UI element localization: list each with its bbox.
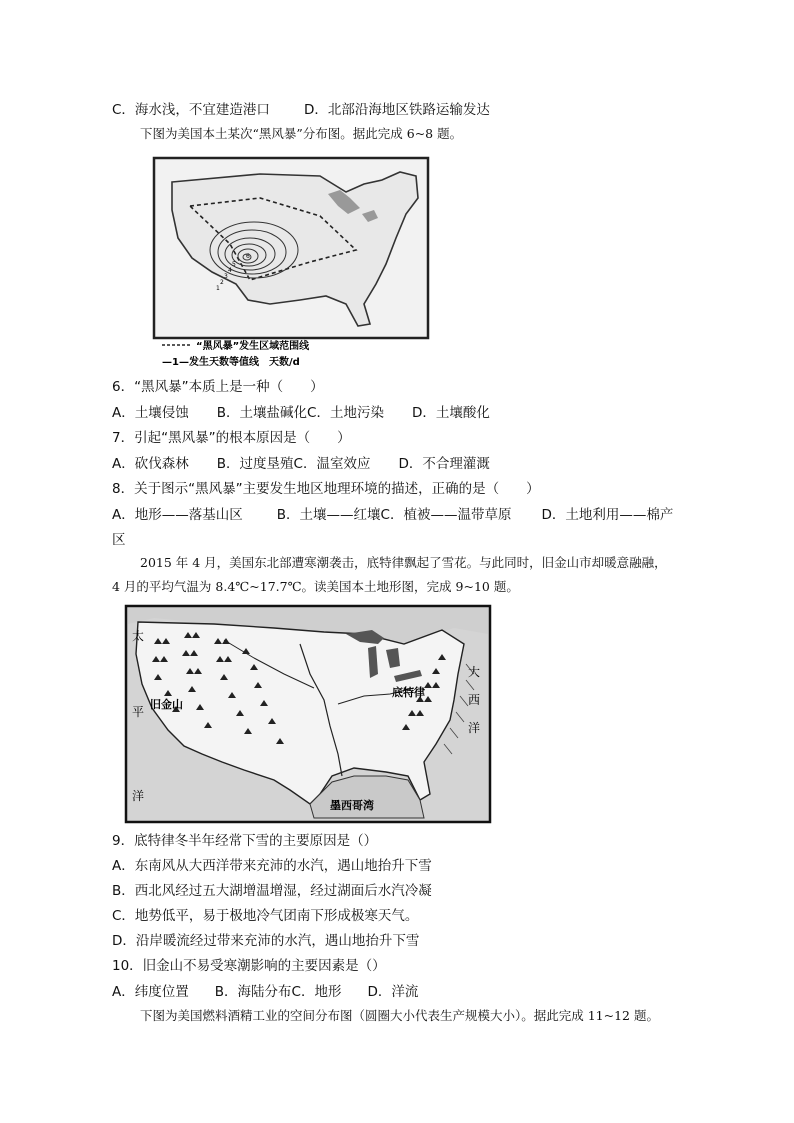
q10-option-a: A．纬度位置: [112, 984, 189, 1000]
q9-option-c: C．地势低平，易于极地冷气团南下形成极寒天气。: [112, 908, 419, 924]
q7-option-b: B．过度垦殖: [216, 456, 294, 472]
contour-label-5: 5: [232, 261, 236, 268]
blackstorm-map-svg: [150, 154, 432, 374]
label-pacific-1: 太: [132, 629, 145, 643]
q7-options: [112, 455, 490, 473]
q9-option-a: A．东南风从大西洋带来充沛的水汽，遇山地抬升下雪: [112, 858, 432, 874]
intro-coldwave-line2: 4 月的平均气温为 8.4℃~17.7℃。读美国本土地形图，完成 9~10 题。: [112, 579, 519, 594]
q5-option-d: D．北部沿海地区铁路运输发达: [303, 102, 490, 118]
label-gulf-of-mexico: 墨西哥湾: [330, 799, 374, 812]
intro-fuel-ethanol: 下图为美国燃料酒精工业的空间分布图（圆圈大小代表生产规模大小）。据此完成 11~12 题。: [140, 1008, 659, 1023]
q9-option-b: B．西北风经过五大湖增温增湿，经过湖面后水汽冷凝: [112, 883, 432, 899]
q8-option-b: B．土壤——红壤: [276, 507, 381, 523]
q10-stem: 10．旧金山不易受寒潮影响的主要因素是（）: [112, 958, 386, 974]
q8-option-d: D．土地利用——棉产: [541, 507, 674, 523]
q6-options: [112, 404, 490, 422]
q7-stem: 7．引起“黑风暴”的根本原因是（ ）: [112, 430, 351, 446]
label-pacific-2: 平: [132, 705, 145, 719]
contour-label-3: 3: [224, 273, 228, 280]
contour-label-2: 2: [220, 279, 224, 286]
q10-options: [112, 983, 418, 1001]
contour-label-4: 4: [228, 267, 232, 274]
q7-option-c: C．温室效应: [293, 456, 371, 472]
q5-options: [112, 101, 490, 119]
label-atlantic-1: 大: [468, 665, 481, 679]
contour-label-6: 6: [246, 253, 250, 260]
q10-option-b: B．海陆分布: [214, 984, 292, 1000]
q8-option-a: A．地形——落基山区: [112, 507, 243, 523]
q8-options: [112, 506, 673, 524]
q10-option-d: D．洋流: [367, 984, 419, 1000]
q9-option-d: D．沿岸暖流经过带来充沛的水汽，遇山地抬升下雪: [112, 933, 420, 949]
label-atlantic-2: 西: [468, 693, 481, 707]
blackstorm-map: [150, 154, 432, 374]
label-atlantic-3: 洋: [468, 721, 481, 735]
q8-stem: 8．关于图示“黑风暴”主要发生地区地理环境的描述，正确的是（ ）: [112, 481, 540, 497]
q6-stem: 6．“黑风暴”本质上是一种（ ）: [112, 379, 324, 395]
q7-option-a: A．砍伐森林: [112, 456, 189, 472]
q5-option-c: C．海水浅，不宜建造港口: [112, 102, 270, 118]
label-san-francisco: 旧金山: [150, 698, 183, 711]
q6-option-b: B．土壤盐碱化: [216, 405, 308, 421]
intro-blackstorm: 下图为美国本土某次“黑风暴”分布图。据此完成 6~8 题。: [140, 126, 463, 141]
intro-coldwave-line1: 2015 年 4 月，美国东北部遭寒潮袭击，底特律飘起了雪花。与此同时，旧金山市却暖意融融，: [140, 555, 667, 570]
legend-contour: —1—发生天数等值线 天数/d: [162, 357, 300, 368]
label-pacific-3: 洋: [132, 789, 145, 803]
q8-option-c: C．植被——温带草原: [380, 507, 512, 523]
us-terrain-map: [124, 604, 494, 826]
contour-label-1: 1: [216, 285, 220, 292]
q9-stem: 9．底特律冬半年经常下雪的主要原因是（）: [112, 833, 378, 849]
q6-option-c: C．土地污染: [307, 405, 384, 421]
label-detroit: 底特律: [392, 686, 425, 699]
q6-option-a: A．土壤侵蚀: [112, 405, 189, 421]
q7-option-d: D．不合理灌溉: [398, 456, 490, 472]
legend-range: “黑风暴”发生区域范围线: [196, 341, 310, 352]
q10-option-c: C．地形: [291, 984, 342, 1000]
q8-option-d-continued: 区: [112, 532, 126, 548]
us-terrain-map-svg: [124, 604, 494, 826]
q6-option-d: D．土壤酸化: [411, 405, 490, 421]
